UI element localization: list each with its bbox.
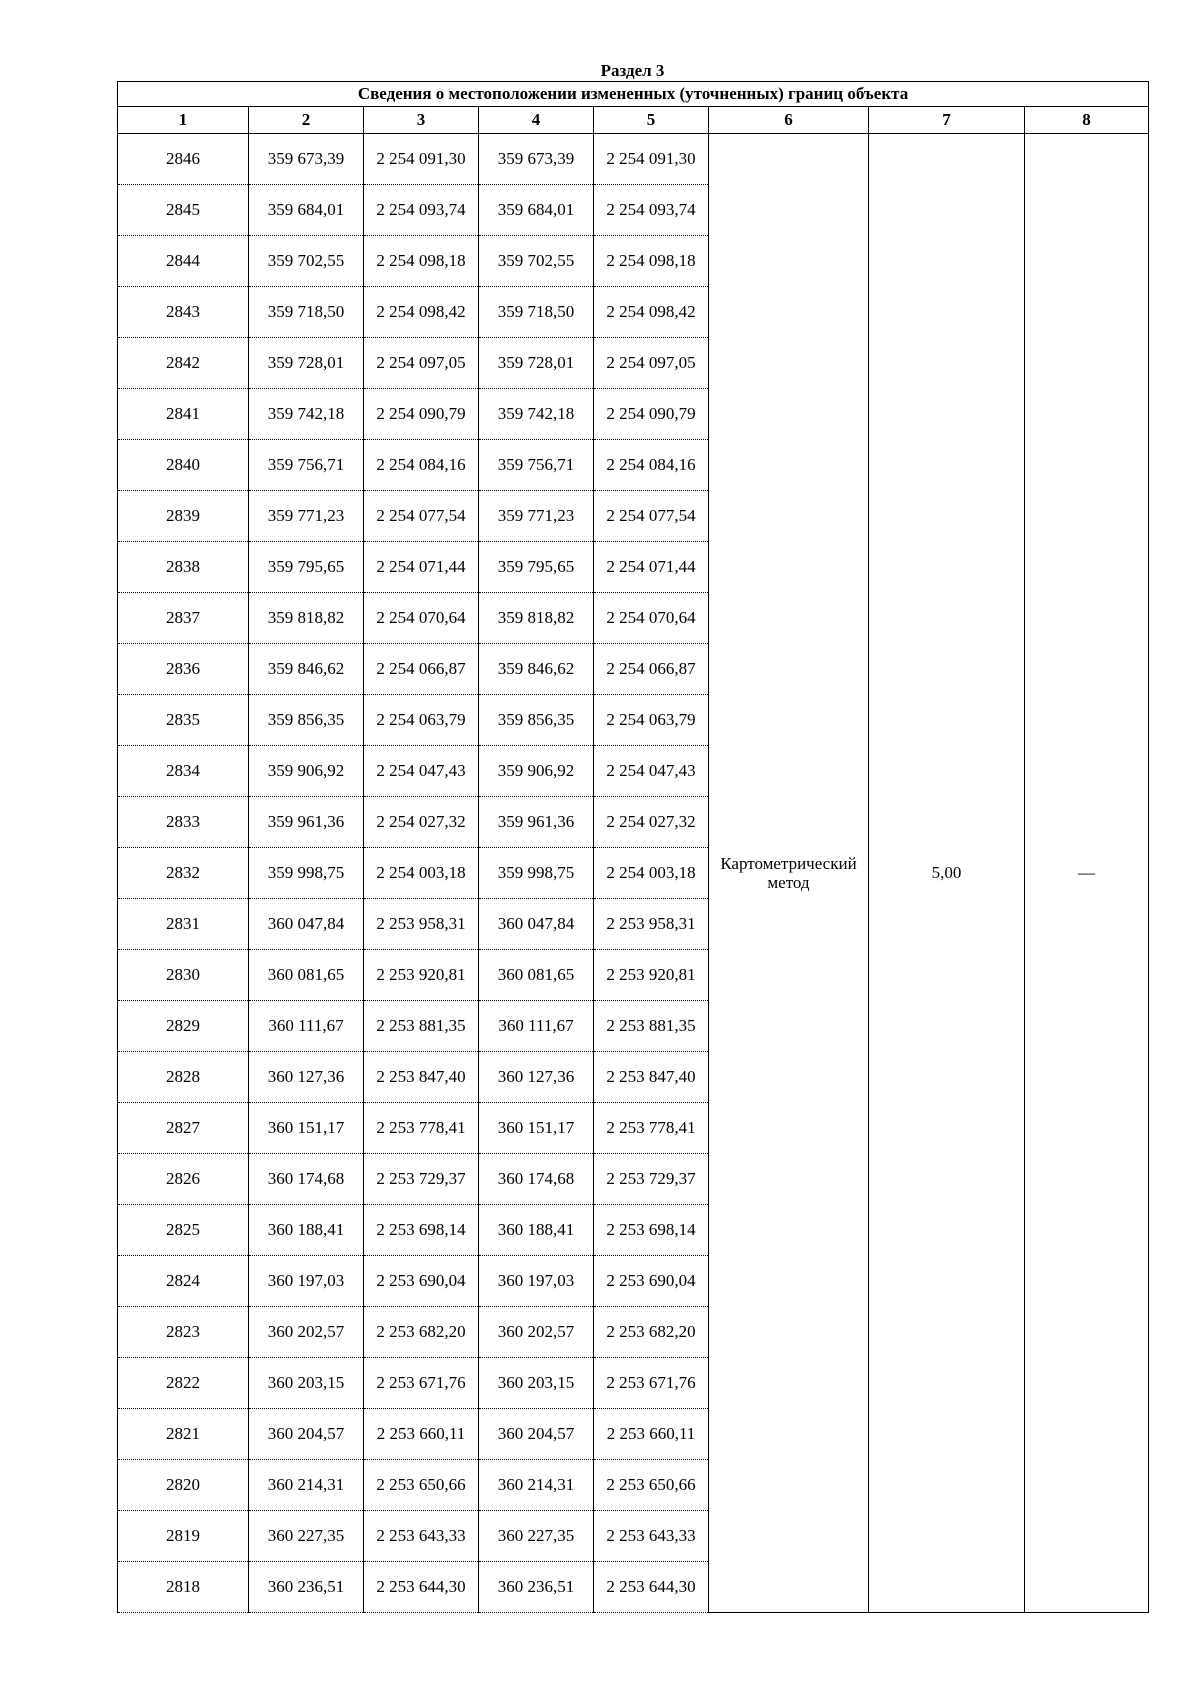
y-existing-cell: 2 254 093,74 (364, 185, 479, 236)
x-new-cell: 359 961,36 (479, 797, 594, 848)
y-existing-cell: 2 254 097,05 (364, 338, 479, 389)
y-new-cell: 2 254 047,43 (594, 746, 709, 797)
y-new-cell: 2 253 644,30 (594, 1562, 709, 1613)
y-new-cell: 2 253 671,76 (594, 1358, 709, 1409)
x-new-cell: 359 756,71 (479, 440, 594, 491)
x-new-cell: 359 742,18 (479, 389, 594, 440)
point-number-cell: 2844 (118, 236, 249, 287)
y-new-cell: 2 253 690,04 (594, 1256, 709, 1307)
y-existing-cell: 2 253 660,11 (364, 1409, 479, 1460)
y-new-cell: 2 253 698,14 (594, 1205, 709, 1256)
point-number-cell: 2833 (118, 797, 249, 848)
x-existing-cell: 359 818,82 (249, 593, 364, 644)
point-number-cell: 2836 (118, 644, 249, 695)
x-existing-cell: 359 856,35 (249, 695, 364, 746)
x-new-cell: 360 197,03 (479, 1256, 594, 1307)
x-existing-cell: 360 202,57 (249, 1307, 364, 1358)
point-number-cell: 2832 (118, 848, 249, 899)
y-new-cell: 2 254 093,74 (594, 185, 709, 236)
y-existing-cell: 2 254 098,18 (364, 236, 479, 287)
table-row (118, 134, 1149, 185)
y-existing-cell: 2 254 066,87 (364, 644, 479, 695)
y-new-cell: 2 253 920,81 (594, 950, 709, 1001)
x-existing-cell: 360 151,17 (249, 1103, 364, 1154)
x-new-cell: 360 174,68 (479, 1154, 594, 1205)
y-new-cell: 2 253 729,37 (594, 1154, 709, 1205)
col-number-8: 8 (1025, 107, 1149, 134)
y-new-cell: 2 254 097,05 (594, 338, 709, 389)
x-existing-cell: 360 127,36 (249, 1052, 364, 1103)
table-body (118, 134, 1149, 1613)
method-cell: Картометрический метод (709, 134, 869, 1613)
x-new-cell: 359 728,01 (479, 338, 594, 389)
y-existing-cell: 2 254 070,64 (364, 593, 479, 644)
x-new-cell: 359 998,75 (479, 848, 594, 899)
x-existing-cell: 360 197,03 (249, 1256, 364, 1307)
point-number-cell: 2825 (118, 1205, 249, 1256)
x-new-cell: 359 818,82 (479, 593, 594, 644)
x-new-cell: 360 214,31 (479, 1460, 594, 1511)
x-new-cell: 359 795,65 (479, 542, 594, 593)
x-new-cell: 360 204,57 (479, 1409, 594, 1460)
x-existing-cell: 359 673,39 (249, 134, 364, 185)
x-existing-cell: 359 961,36 (249, 797, 364, 848)
x-existing-cell: 360 214,31 (249, 1460, 364, 1511)
x-existing-cell: 359 998,75 (249, 848, 364, 899)
y-new-cell: 2 254 098,18 (594, 236, 709, 287)
x-existing-cell: 359 684,01 (249, 185, 364, 236)
y-new-cell: 2 253 847,40 (594, 1052, 709, 1103)
y-existing-cell: 2 254 084,16 (364, 440, 479, 491)
y-existing-cell: 2 253 847,40 (364, 1052, 479, 1103)
point-number-cell: 2820 (118, 1460, 249, 1511)
point-number-cell: 2839 (118, 491, 249, 542)
y-new-cell: 2 254 091,30 (594, 134, 709, 185)
point-number-cell: 2822 (118, 1358, 249, 1409)
y-new-cell: 2 254 098,42 (594, 287, 709, 338)
x-existing-cell: 360 236,51 (249, 1562, 364, 1613)
y-existing-cell: 2 253 671,76 (364, 1358, 479, 1409)
x-existing-cell: 359 742,18 (249, 389, 364, 440)
y-existing-cell: 2 254 027,32 (364, 797, 479, 848)
x-new-cell: 360 227,35 (479, 1511, 594, 1562)
point-number-cell: 2829 (118, 1001, 249, 1052)
x-existing-cell: 359 756,71 (249, 440, 364, 491)
point-number-cell: 2840 (118, 440, 249, 491)
point-number-cell: 2818 (118, 1562, 249, 1613)
accuracy-cell: 5,00 (869, 134, 1025, 1613)
col-number-3: 3 (364, 107, 479, 134)
point-number-cell: 2843 (118, 287, 249, 338)
point-number-cell: 2841 (118, 389, 249, 440)
x-existing-cell: 359 718,50 (249, 287, 364, 338)
x-new-cell: 359 856,35 (479, 695, 594, 746)
y-existing-cell: 2 254 003,18 (364, 848, 479, 899)
point-number-cell: 2845 (118, 185, 249, 236)
y-existing-cell: 2 254 063,79 (364, 695, 479, 746)
x-existing-cell: 359 906,92 (249, 746, 364, 797)
y-existing-cell: 2 253 690,04 (364, 1256, 479, 1307)
col-number-4: 4 (479, 107, 594, 134)
y-existing-cell: 2 253 682,20 (364, 1307, 479, 1358)
point-number-cell: 2821 (118, 1409, 249, 1460)
x-new-cell: 359 718,50 (479, 287, 594, 338)
point-number-cell: 2846 (118, 134, 249, 185)
x-existing-cell: 359 795,65 (249, 542, 364, 593)
x-new-cell: 359 906,92 (479, 746, 594, 797)
point-number-cell: 2823 (118, 1307, 249, 1358)
y-new-cell: 2 254 084,16 (594, 440, 709, 491)
x-new-cell: 359 673,39 (479, 134, 594, 185)
y-existing-cell: 2 253 698,14 (364, 1205, 479, 1256)
y-existing-cell: 2 253 778,41 (364, 1103, 479, 1154)
x-new-cell: 360 188,41 (479, 1205, 594, 1256)
y-new-cell: 2 254 070,64 (594, 593, 709, 644)
x-existing-cell: 359 771,23 (249, 491, 364, 542)
y-new-cell: 2 254 066,87 (594, 644, 709, 695)
y-existing-cell: 2 253 958,31 (364, 899, 479, 950)
col-number-6: 6 (709, 107, 869, 134)
x-existing-cell: 360 203,15 (249, 1358, 364, 1409)
y-existing-cell: 2 254 090,79 (364, 389, 479, 440)
col-number-1: 1 (118, 107, 249, 134)
x-new-cell: 359 771,23 (479, 491, 594, 542)
x-new-cell: 360 151,17 (479, 1103, 594, 1154)
y-existing-cell: 2 253 644,30 (364, 1562, 479, 1613)
point-number-cell: 2837 (118, 593, 249, 644)
y-new-cell: 2 254 003,18 (594, 848, 709, 899)
x-existing-cell: 360 111,67 (249, 1001, 364, 1052)
y-new-cell: 2 253 778,41 (594, 1103, 709, 1154)
point-number-cell: 2826 (118, 1154, 249, 1205)
point-number-cell: 2827 (118, 1103, 249, 1154)
x-new-cell: 360 203,15 (479, 1358, 594, 1409)
x-existing-cell: 359 846,62 (249, 644, 364, 695)
point-number-cell: 2842 (118, 338, 249, 389)
x-existing-cell: 360 204,57 (249, 1409, 364, 1460)
x-new-cell: 360 111,67 (479, 1001, 594, 1052)
y-existing-cell: 2 253 881,35 (364, 1001, 479, 1052)
x-new-cell: 360 127,36 (479, 1052, 594, 1103)
x-new-cell: 359 702,55 (479, 236, 594, 287)
point-number-cell: 2819 (118, 1511, 249, 1562)
y-new-cell: 2 254 077,54 (594, 491, 709, 542)
point-number-cell: 2831 (118, 899, 249, 950)
boundary-table (117, 81, 1149, 1613)
point-number-cell: 2830 (118, 950, 249, 1001)
x-existing-cell: 360 188,41 (249, 1205, 364, 1256)
y-new-cell: 2 253 650,66 (594, 1460, 709, 1511)
x-existing-cell: 360 174,68 (249, 1154, 364, 1205)
y-new-cell: 2 254 071,44 (594, 542, 709, 593)
y-new-cell: 2 253 881,35 (594, 1001, 709, 1052)
y-existing-cell: 2 253 729,37 (364, 1154, 479, 1205)
y-new-cell: 2 253 660,11 (594, 1409, 709, 1460)
y-new-cell: 2 253 958,31 (594, 899, 709, 950)
y-existing-cell: 2 254 098,42 (364, 287, 479, 338)
x-new-cell: 360 202,57 (479, 1307, 594, 1358)
description-cell: — (1025, 134, 1149, 1613)
y-new-cell: 2 253 643,33 (594, 1511, 709, 1562)
y-existing-cell: 2 253 650,66 (364, 1460, 479, 1511)
x-new-cell: 360 081,65 (479, 950, 594, 1001)
x-new-cell: 359 684,01 (479, 185, 594, 236)
point-number-cell: 2828 (118, 1052, 249, 1103)
point-number-cell: 2824 (118, 1256, 249, 1307)
table-caption: Сведения о местоположении измененных (уточненных) границ объекта (118, 82, 1149, 107)
point-number-cell: 2834 (118, 746, 249, 797)
y-new-cell: 2 254 027,32 (594, 797, 709, 848)
x-existing-cell: 360 081,65 (249, 950, 364, 1001)
y-existing-cell: 2 254 047,43 (364, 746, 479, 797)
x-existing-cell: 360 227,35 (249, 1511, 364, 1562)
y-new-cell: 2 254 063,79 (594, 695, 709, 746)
y-new-cell: 2 254 090,79 (594, 389, 709, 440)
col-number-5: 5 (594, 107, 709, 134)
section-title: Раздел 3 (600, 61, 665, 80)
y-existing-cell: 2 254 091,30 (364, 134, 479, 185)
x-existing-cell: 360 047,84 (249, 899, 364, 950)
x-new-cell: 360 047,84 (479, 899, 594, 950)
col-number-7: 7 (869, 107, 1025, 134)
y-new-cell: 2 253 682,20 (594, 1307, 709, 1358)
x-new-cell: 359 846,62 (479, 644, 594, 695)
y-existing-cell: 2 253 643,33 (364, 1511, 479, 1562)
y-existing-cell: 2 254 071,44 (364, 542, 479, 593)
point-number-cell: 2838 (118, 542, 249, 593)
y-existing-cell: 2 253 920,81 (364, 950, 479, 1001)
column-number-row (118, 107, 1149, 134)
col-number-2: 2 (249, 107, 364, 134)
y-existing-cell: 2 254 077,54 (364, 491, 479, 542)
x-existing-cell: 359 702,55 (249, 236, 364, 287)
x-existing-cell: 359 728,01 (249, 338, 364, 389)
point-number-cell: 2835 (118, 695, 249, 746)
x-new-cell: 360 236,51 (479, 1562, 594, 1613)
